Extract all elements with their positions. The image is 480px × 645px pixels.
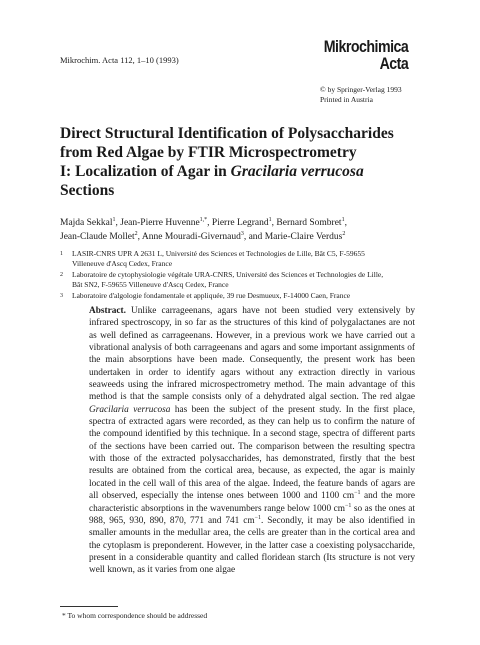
title-line-3 [60,162,400,181]
title-line-1: Direct Structural Identification of Polysaccharides [60,125,394,142]
journal-logo-block [310,39,408,73]
journal-logo [323,39,408,73]
running-head: Mikrochim. Acta 112, 1–10 (1993) [60,55,179,65]
journal-meta [320,85,402,105]
author: Jean-Pierre Huvenne$^{1,*}$, [120,216,212,228]
author: Marie-Claire Verdus$^2$ [264,230,346,242]
article-title [60,124,400,200]
footnote: * To whom correspondence should be addressed [62,611,208,620]
author: Jean-Claude Mollet$^2$, [60,230,142,242]
copyright-line: © by Springer-Verlag 1993 [320,85,402,94]
journal-logo-line1: Mikrochimica [323,38,408,56]
abstract-species: Gracilaria verrucosa [89,404,171,415]
affiliation-list [60,249,390,302]
title-species: Gracilaria verrucosa [230,163,364,180]
author: Bernard Sombret$^1$, [276,216,347,228]
author-list [60,216,410,244]
footnote-rule [60,606,118,607]
journal-logo-line2: Acta [379,55,408,73]
affiliation: 2 Laboratoire de cytophysiologie végétale URA-CNRS, Université des Sciences et Technologies de Lille, Bât SN2, F-59655 Villeneuve d'Ascq Cedex, France [60,270,384,289]
abstract-label: Abstract. [89,306,126,316]
author: Anne Mouradi-Givernaud$^3$, and [141,230,265,242]
author: Pierre Legrand$^1$, [211,216,277,228]
title-line-2: from Red Algae by FTIR Microspectrometry [60,144,357,161]
title-line-3-prefix: I: Localization of Agar in [60,163,231,180]
affiliation: 1 LASIR-CNRS UPR A 2631 L, Université des Sciences et Technologies de Lille, Bât C5, F-59655 Villeneuve d'Ascq Cedex, France [60,249,365,268]
author: Majda Sekkal$^1$, [60,216,121,228]
printed-line: Printed in Austria [320,95,373,104]
abstract: Abstract. Unlike carrageenans, agars have not been studied very extensively by infrared spectroscopy, in so far as the structures of this kind of polygalactanes are not as well defined as carrageenans. However, in a previous work we have carried out a vibrational analysis of both carrageenans and agars and some important assignments of the main absorptions have been made. Consequently, the present work has been undertaken in order to identify agars without any extraction directly in various seaweeds using the infrared microspectrometry method. The main advantage of this method is that the sample consists only of a dehydrated algal section. The red algae Gracilaria verrucosa has been the subject of the present study. In the first place, spectra of extracted agars were recorded, as they can help us to confirm the nature of the compound identified by this technique. In a second stage, spectra of different parts of the sections have been carried out. The comparison between the resulting spectra with those of the extracted polysaccharides, has demonstrated, firstly that the best results are obtained from the cortical area, because, as expected, the agar is mainly located in the cell wall of this area of the algae. Indeed, the feature bands of agars are all observed, especially the intense ones between 1000 and 1100 $cm^{-1}$ and the more characteristic absorptions in the wavenumbers range below 1000 $cm^{-1}$ so as the ones at 988, 965, 930, 890, 870, 771 and 741 $cm^{-1}$. Secondly, it may be also identified in smaller amounts in the medullar area, the cells are greater than in the cortical area and the cytoplasm is preponderent. However, in the latter case a coexisting polysaccharide, present in a considerable quantity and called floridean starch (Its structure is not very well known, as it varies from one algae [89,306,415,576]
affiliation: 3 Laboratoire d'algologie fondamentale et appliquée, 39 rue Desmueux, F-14000 Caen, France [60,291,351,300]
title-line-4: Sections [60,182,115,199]
